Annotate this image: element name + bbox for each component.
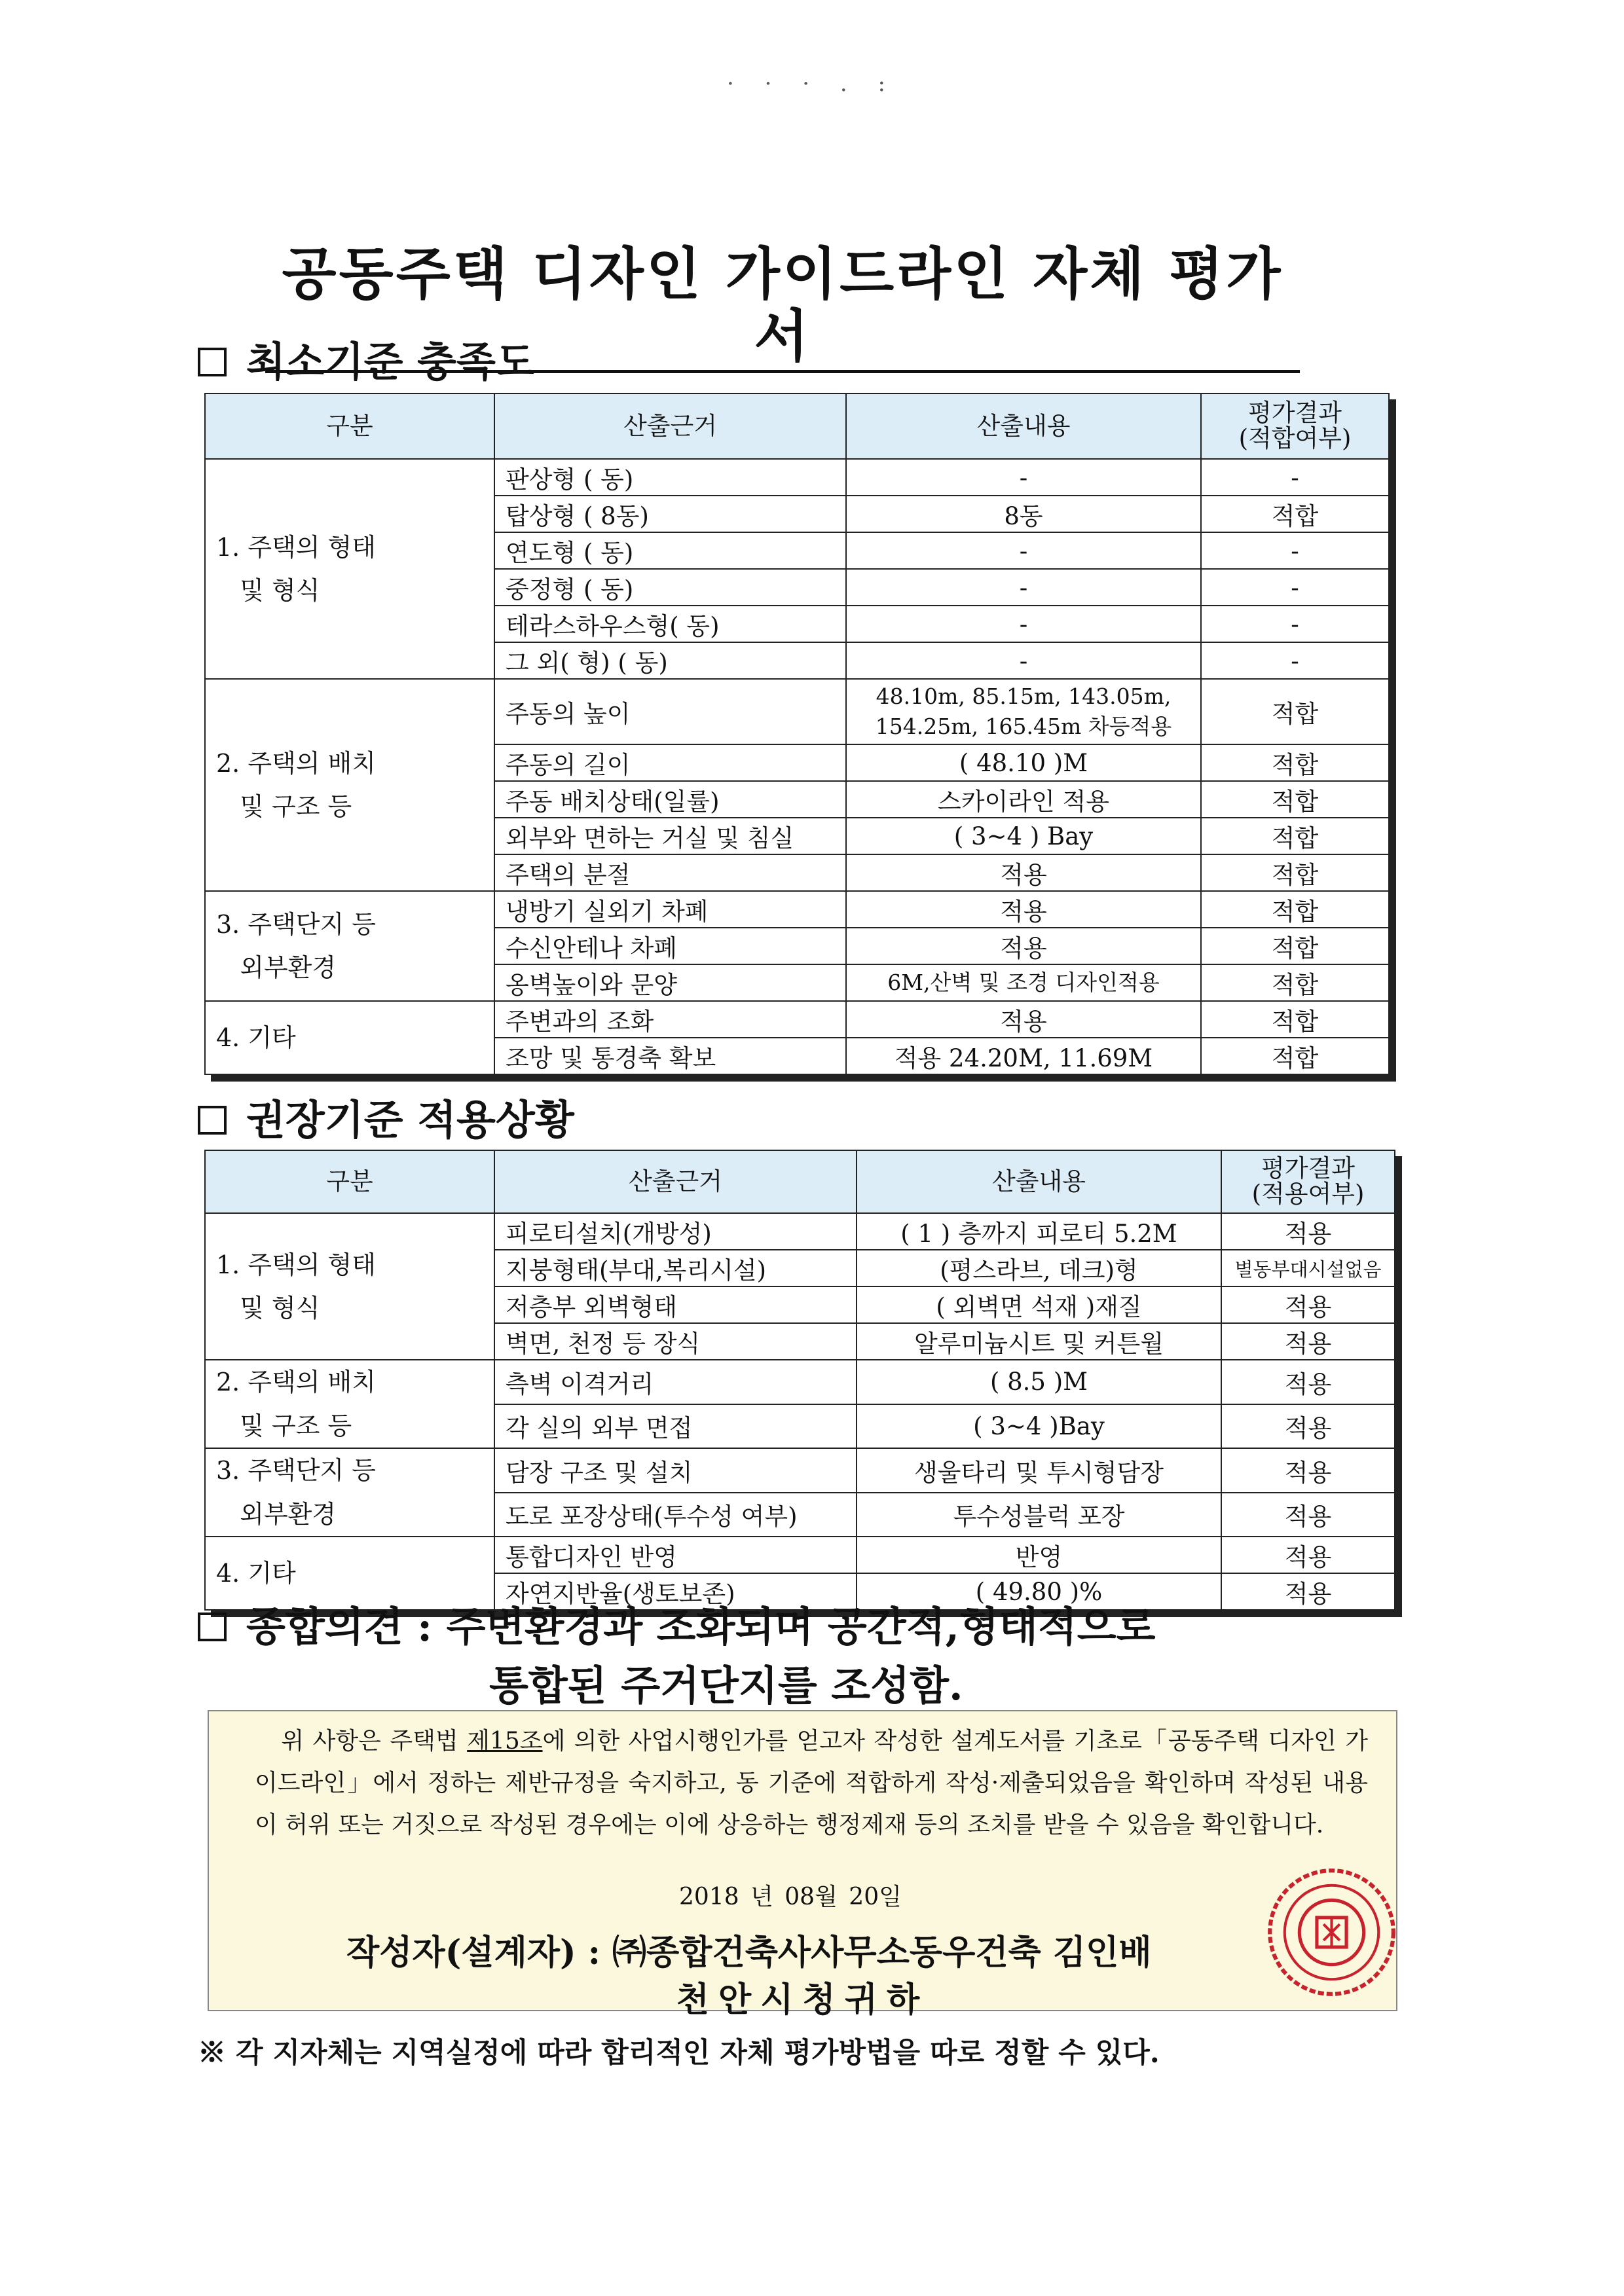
basis-cell: 옹벽높이와 문양 — [494, 964, 846, 1001]
content-cell: - — [846, 532, 1201, 569]
minimum-standard-table — [204, 393, 1390, 1075]
content-cell: 적용 — [846, 1001, 1201, 1038]
content-cell: 반영 — [857, 1537, 1221, 1573]
result-cell: - — [1201, 459, 1389, 496]
table-header-row — [205, 393, 1389, 459]
result-cell: 적용 — [1221, 1323, 1395, 1360]
header-content: 산출내용 — [846, 393, 1201, 459]
checkbox-icon — [198, 1613, 227, 1641]
result-cell: 적합 — [1201, 854, 1389, 891]
basis-cell: 지붕형태(부대,복리시설) — [494, 1250, 857, 1286]
basis-cell: 수신안테나 차폐 — [494, 928, 846, 964]
header-content: 산출내용 — [857, 1150, 1221, 1213]
group-label: 1. 주택의 형태 및 형식 — [205, 1213, 494, 1360]
table-row — [205, 891, 1389, 928]
group-label: 3. 주택단지 등 외부환경 — [205, 891, 494, 1001]
result-cell: 적용 — [1221, 1213, 1395, 1250]
result-cell: - — [1201, 642, 1389, 679]
result-cell: 적용 — [1221, 1360, 1395, 1404]
basis-cell: 탑상형 ( 8동) — [494, 496, 846, 532]
content-cell: 투수성블럭 포장 — [857, 1493, 1221, 1537]
header-result: 평가결과 (적합여부) — [1201, 393, 1389, 459]
overall-opinion — [198, 1597, 1156, 1715]
header-result: 평가결과 (적용여부) — [1221, 1150, 1395, 1213]
content-cell: ( 3~4 )Bay — [857, 1404, 1221, 1449]
group-label: 2. 주택의 배치 및 구조 등 — [205, 1360, 494, 1448]
basis-cell: 주동 배치상태(일률) — [494, 781, 846, 818]
content-cell: 적용 — [846, 928, 1201, 964]
law-article-link: 제15조 — [467, 1728, 543, 1755]
checkbox-icon — [198, 1106, 227, 1135]
result-cell: 적합 — [1201, 964, 1389, 1001]
basis-cell: 연도형 ( 동) — [494, 532, 846, 569]
content-cell: 스카이라인 적용 — [846, 781, 1201, 818]
basis-cell: 도로 포장상태(투수성 여부) — [494, 1493, 857, 1537]
group-label: 3. 주택단지 등 외부환경 — [205, 1448, 494, 1537]
result-cell: 적합 — [1201, 1038, 1389, 1074]
content-cell: 8동 — [846, 496, 1201, 532]
opinion-line1: 주변환경과 조화되며 공간적,형태적으로 — [446, 1603, 1156, 1650]
recipient-line: 천안시청귀하 — [676, 1980, 929, 2020]
result-cell: 적용 — [1221, 1286, 1395, 1323]
seal-stamp-icon — [1264, 1865, 1399, 1999]
basis-cell: 주택의 분절 — [494, 854, 846, 891]
result-cell: 적합 — [1201, 744, 1389, 781]
result-cell: 적합 — [1201, 496, 1389, 532]
table-row — [205, 679, 1389, 744]
result-cell: 별동부대시설없음 — [1221, 1250, 1395, 1286]
basis-cell: 담장 구조 및 설치 — [494, 1448, 857, 1493]
result-cell: 적용 — [1221, 1448, 1395, 1493]
basis-cell: 자연지반율(생토보존) — [494, 1573, 857, 1610]
result-cell: 적용 — [1221, 1573, 1395, 1610]
content-cell: 적용 — [846, 891, 1201, 928]
basis-cell: 조망 및 통경축 확보 — [494, 1038, 846, 1074]
section1-heading-text: 최소기준 충족도 — [246, 338, 535, 386]
confirmation-date: 2018 년 08월 20일 — [679, 1884, 902, 1910]
table-row — [205, 1001, 1389, 1038]
confirmation-box — [208, 1710, 1397, 2020]
page-title: 공동주택 디자인 가이드라인 자체 평가서 — [265, 244, 1300, 373]
content-cell: ( 8.5 )M — [857, 1360, 1221, 1404]
basis-cell: 테라스하우스형( 동) — [494, 606, 846, 642]
basis-cell: 판상형 ( 동) — [494, 459, 846, 496]
content-cell: ( 3~4 ) Bay — [846, 818, 1201, 854]
result-cell: 적합 — [1201, 679, 1389, 744]
basis-cell: 그 외( 형) ( 동) — [494, 642, 846, 679]
result-cell: - — [1201, 606, 1389, 642]
content-cell: - — [846, 569, 1201, 606]
group-label: 4. 기타 — [205, 1001, 494, 1074]
table-row — [205, 1537, 1395, 1573]
content-cell: (평스라브, 데크)형 — [857, 1250, 1221, 1286]
basis-cell: 주동의 높이 — [494, 679, 846, 744]
content-cell: ( 49.80 )% — [857, 1573, 1221, 1610]
basis-cell: 외부와 면하는 거실 및 침실 — [494, 818, 846, 854]
result-cell: 적합 — [1201, 891, 1389, 928]
header-category: 구분 — [205, 393, 494, 459]
group-label: 1. 주택의 형태 및 형식 — [205, 459, 494, 679]
content-cell: 적용 24.20M, 11.69M — [846, 1038, 1201, 1074]
table-row — [205, 1213, 1395, 1250]
content-cell: 6M,산벽 및 조경 디자인적용 — [846, 964, 1201, 1001]
result-cell: 적합 — [1201, 928, 1389, 964]
result-cell: 적용 — [1221, 1537, 1395, 1573]
opinion-label: 종합의견 : — [246, 1603, 433, 1650]
group-label: 4. 기타 — [205, 1537, 494, 1610]
header-category: 구분 — [205, 1150, 494, 1213]
content-cell: ( 외벽면 석재 )재질 — [857, 1286, 1221, 1323]
header-basis: 산출근거 — [494, 393, 846, 459]
content-cell: - — [846, 459, 1201, 496]
result-cell: 적합 — [1201, 781, 1389, 818]
basis-cell: 저층부 외벽형태 — [494, 1286, 857, 1323]
basis-cell: 주변과의 조화 — [494, 1001, 846, 1038]
basis-cell: 중정형 ( 동) — [494, 569, 846, 606]
content-cell: 알루미늄시트 및 커튼월 — [857, 1323, 1221, 1360]
result-cell: 적용 — [1221, 1493, 1395, 1537]
section1-heading — [198, 338, 535, 386]
author-line: 작성자(설계자) : ㈜종합건축사사무소동우건축 김인배 — [346, 1933, 1152, 1973]
basis-cell: 각 실의 외부 면접 — [494, 1404, 857, 1449]
result-cell: 적합 — [1201, 818, 1389, 854]
content-cell: 생울타리 및 투시형담장 — [857, 1448, 1221, 1493]
section2-heading-text: 권장기준 적용상황 — [246, 1096, 574, 1144]
content-cell: ( 48.10 )M — [846, 744, 1201, 781]
table-row — [205, 459, 1389, 496]
section2-heading — [198, 1096, 574, 1144]
content-cell: - — [846, 606, 1201, 642]
content-cell: - — [846, 642, 1201, 679]
basis-cell: 냉방기 실외기 차폐 — [494, 891, 846, 928]
opinion-line2: 통합된 주거단지를 조성함. — [489, 1661, 963, 1709]
table-row — [205, 1360, 1395, 1404]
content-cell: 적용 — [846, 854, 1201, 891]
basis-cell: 피로티설치(개방성) — [494, 1213, 857, 1250]
top-mark: · · · . : — [727, 71, 897, 97]
content-cell: ( 1 ) 층까지 피로티 5.2M — [857, 1213, 1221, 1250]
basis-cell: 통합디자인 반영 — [494, 1537, 857, 1573]
basis-cell: 벽면, 천정 등 장식 — [494, 1323, 857, 1360]
confirmation-text: 위 사항은 주택법 제15조에 의한 사업시행인가를 얻고자 작성한 설계도서를 기초로「공동주택 디자인 가이드라인」에서 정하는 제반규정을 숙지하고, 동 기준에 적합하게 작성·제출되었음을 확인하며 작성된 내용이 허위 또는 거짓으로 작성된 경우에는 이에 상응하는 행정제재 등의 조치를 받을 수 있음을 확인합니다. — [255, 1728, 1368, 1838]
footnote: ※ 각 지자체는 지역실정에 따라 합리적인 자체 평가방법을 따로 정할 수 있다. — [198, 2037, 1160, 2069]
result-cell: 적용 — [1221, 1404, 1395, 1449]
table-row — [205, 1448, 1395, 1493]
header-basis: 산출근거 — [494, 1150, 857, 1213]
result-cell: 적합 — [1201, 1001, 1389, 1038]
recommended-standard-table — [204, 1150, 1395, 1611]
result-cell: - — [1201, 569, 1389, 606]
basis-cell: 주동의 길이 — [494, 744, 846, 781]
group-label: 2. 주택의 배치 및 구조 등 — [205, 679, 494, 891]
checkbox-icon — [198, 348, 227, 376]
content-cell: 48.10m, 85.15m, 143.05m, 154.25m, 165.45m 차등적용 — [846, 679, 1201, 744]
basis-cell: 측벽 이격거리 — [494, 1360, 857, 1404]
result-cell: - — [1201, 532, 1389, 569]
table-header-row — [205, 1150, 1395, 1213]
